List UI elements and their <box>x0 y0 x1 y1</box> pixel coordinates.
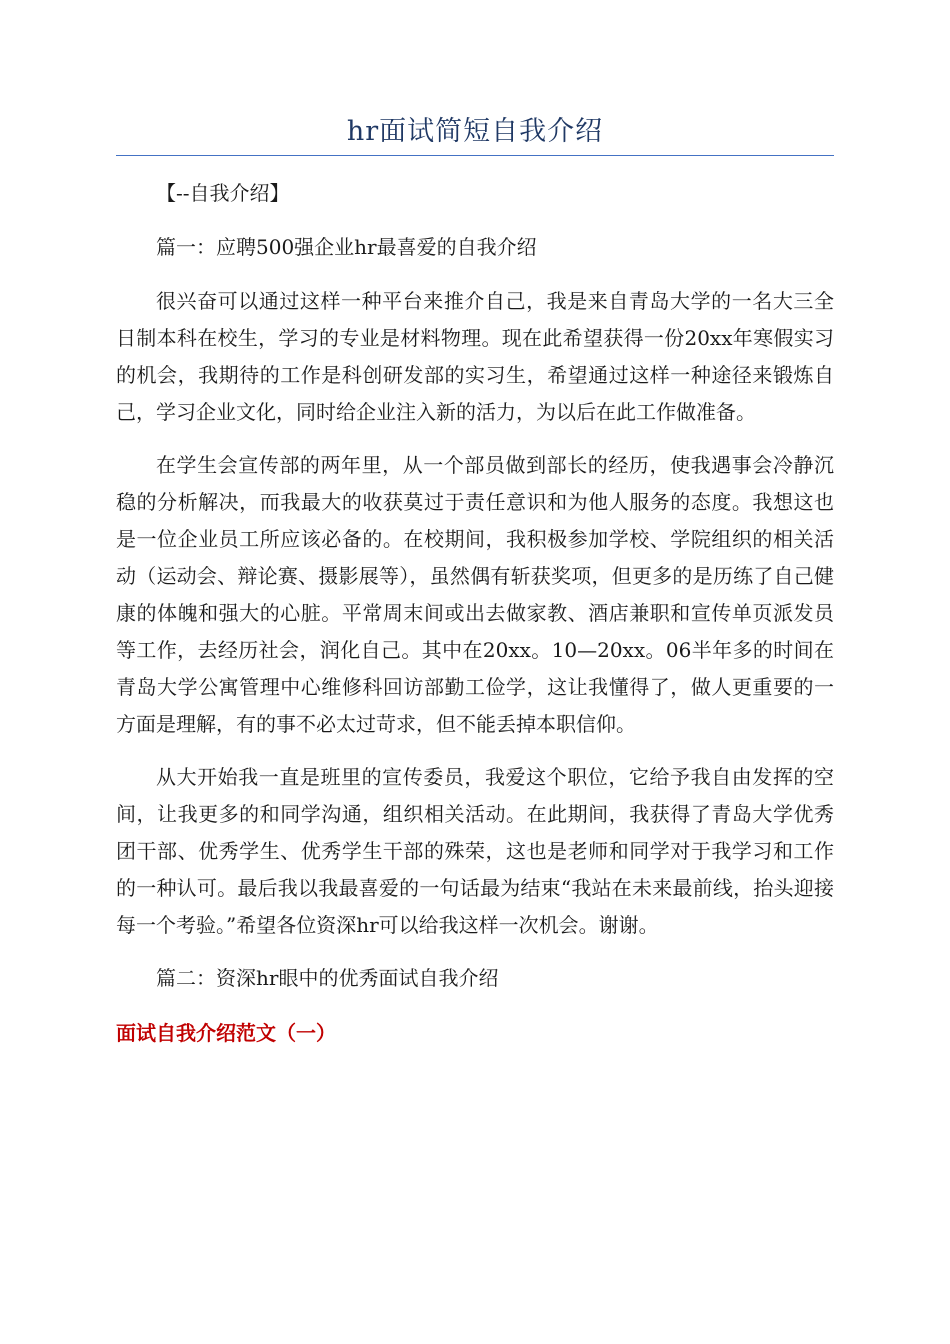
document-body <box>116 175 834 1052</box>
paragraph-2: 在学生会宣传部的两年里，从一个部员做到部长的经历，使我遇事会冷静沉稳的分析解决，而我最大的收获莫过于责任意识和为他人服务的态度。我想这也是一位企业员工所应该必备的。在校期间，我积极参加学校、学院组织的相关活动（运动会、辩论赛、摄影展等），虽然偶有斩获奖项，但更多的是历练了自己健康的体魄和强大的心脏。平常周末间或出去做家教、酒店兼职和宣传单页派发员等工作，去经历社会，润化自己。其中在20xx。10—20xx。06半年多的时间在青岛大学公寓管理中心维修科回访部勤工俭学，这让我懂得了，做人更重要的一方面是理解，有的事不必太过苛求，但不能丢掉本职信仰。 <box>116 453 834 736</box>
paragraph-1: 很兴奋可以通过这样一种平台来推介自己，我是来自青岛大学的一名大三全日制本科在校生，学习的专业是材料物理。现在此希望获得一份20xx年寒假实习的机会，我期待的工作是科创研发部的实习生，希望通过这样一种途径来锻炼自己，学习企业文化，同时给企业注入新的活力，为以后在此工作做准备。 <box>116 289 834 424</box>
paragraph-3: 从大开始我一直是班里的宣传委员，我爱这个职位，它给予我自由发挥的空间，让我更多的和同学沟通，组织相关活动。在此期间，我获得了青岛大学优秀团干部、优秀学生、优秀学生干部的殊荣，这也是老师和同学对于我学习和工作的一种认可。最后我以我最喜爱的一句话最为结束“我站在未来最前线，抬头迎接每一个考验。”希望各位资深hr可以给我这样一次机会。谢谢。 <box>116 765 834 937</box>
tag-line: 【--自我介绍】 <box>156 181 290 205</box>
part2-heading: 篇二：资深hr眼中的优秀面试自我介绍 <box>156 966 499 990</box>
part1-heading: 篇一：应聘500强企业hr最喜爱的自我介绍 <box>156 235 537 259</box>
title-underline <box>116 155 834 156</box>
document-title: hr面试简短自我介绍 <box>346 116 604 147</box>
section-heading: 面试自我介绍范文（一） <box>116 1021 336 1045</box>
